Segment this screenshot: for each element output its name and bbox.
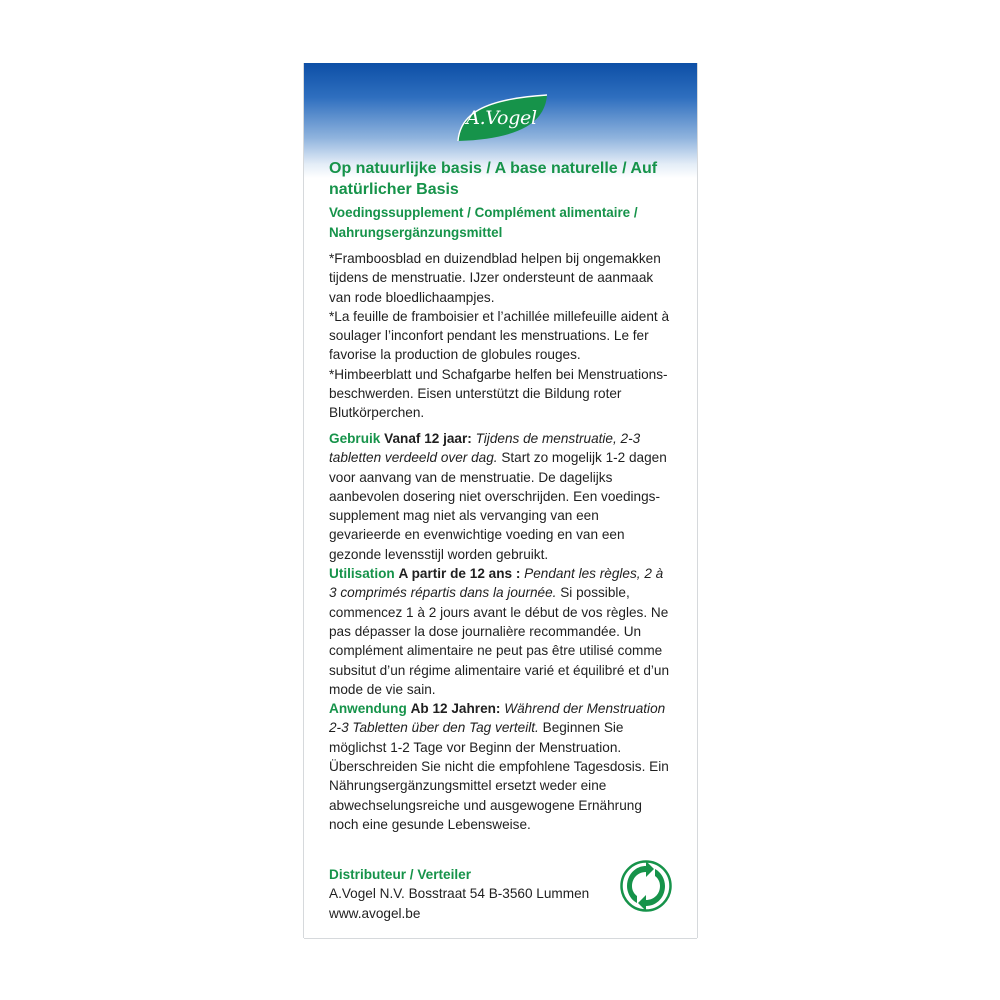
avogel-logo — [452, 93, 551, 147]
usage-fr — [329, 564, 674, 699]
product-title: Op natuurlijke basis / A base naturelle / Auf natürlicher Basis — [329, 160, 658, 198]
usage-nl-age: Vanaf 12 jaar: — [384, 431, 472, 446]
usage-de-label: Anwendung — [329, 701, 407, 717]
usage-nl-text: Start zo mogelijk 1-2 dagen voor aanvang van de menstruatie. De dagelijks aanbevolen dosering niet overschrijden. Een voedings-supplement mag niet als vervanging van een gevarieerde en evenwichtige voeding en van een gezonde levensstijl worden gebruikt. — [329, 450, 667, 562]
logo-text: A.Vogel — [466, 107, 537, 129]
usage-fr-text: Si possible, commencez 1 à 2 jours avant le début de vos règles. Ne pas dépasser la dose journalière recommandée. Un complément alimentaire ne peut pas être utilisé comme subsitut d’un régime alimentaire varié et équilibré et d’un mode de vie sain. — [329, 585, 670, 697]
health-claims — [329, 249, 674, 423]
product-subtitle: Voedingssupplement / Complément alimentaire / Nahrungsergänzungsmittel — [329, 205, 638, 240]
usage-de-age: Ab 12 Jahren: — [410, 701, 501, 717]
claim-nl: *Framboosblad en duizendblad helpen bij ongemakken tijdens de menstruatie. IJzer ondersteunt de aanmaak van rode bloedlichaampjes. — [329, 251, 661, 305]
usage-de-text: Beginnen Sie möglichst 1-2 Tage vor Beginn der Menstruation. Überschreiden Sie nicht die empfohlene Tagesdosis. Ein Nährungsergänzungsmittel ersetzt weder eine abwechselungsreiche und ausgewogene Ernährung noch eine gesunde Lebensweise. — [329, 720, 669, 832]
package-back-panel — [304, 63, 697, 938]
distributor-label: Distributeur / Verteiler — [329, 867, 472, 882]
claim-fr: *La feuille de framboisier et l’achillée millefeuille aident à soulager l’inconfort pendant les menstruations. Le fer favorise la production de globules rouges. — [329, 308, 670, 363]
usage-fr-age: A partir de 12 ans : — [398, 566, 521, 582]
usage-nl-dose: Tijdens de menstruatie, 2-3 tabletten verdeeld over dag. — [329, 431, 641, 466]
usage-instructions — [329, 429, 674, 834]
usage-fr-dose: Pendant les règles, 2 à 3 comprimés répartis dans la journée. — [329, 566, 664, 601]
claim-de: *Himbeerblatt und Schafgarbe helfen bei Menstruations-beschwerden. Eisen unterstützt die Bildung roter Blutkörperchen. — [329, 366, 668, 421]
usage-de — [329, 699, 674, 834]
distributor-address: A.Vogel N.V. Bosstraat 54 B-3560 Lummen — [329, 886, 590, 902]
usage-nl — [329, 429, 674, 564]
green-dot-icon — [620, 860, 672, 912]
usage-de-dose: Während der Menstruation 2-3 Tabletten über den Tag verteilt. — [329, 701, 666, 736]
distributor-block — [329, 865, 609, 923]
usage-fr-label: Utilisation — [329, 566, 395, 582]
distributor-website: www.avogel.be — [329, 905, 421, 921]
usage-nl-label: Gebruik — [329, 431, 381, 446]
